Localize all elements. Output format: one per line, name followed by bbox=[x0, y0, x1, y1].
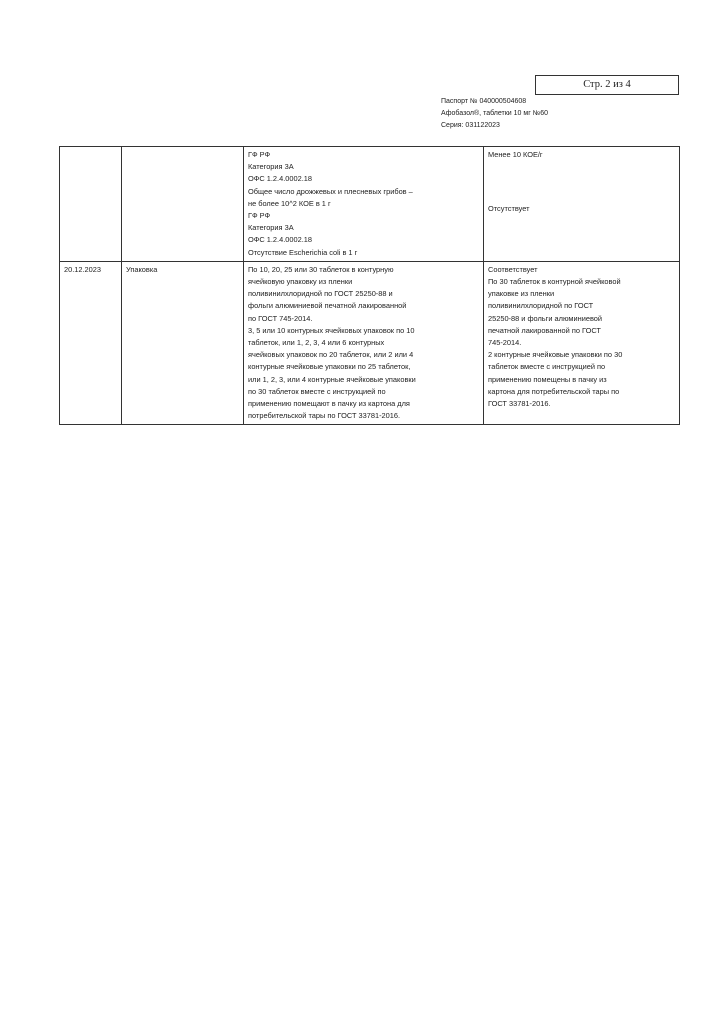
result-line: поливинилхлоридной по ГОСТ bbox=[488, 301, 594, 311]
requirement-cell bbox=[244, 261, 484, 425]
result-cell bbox=[484, 147, 680, 262]
requirement-line: ГФ РФ bbox=[248, 211, 271, 221]
specification-table bbox=[59, 146, 680, 425]
test-name-cell: Упаковка bbox=[122, 261, 244, 425]
result-line: таблеток вместе с инструкцией по bbox=[488, 362, 606, 372]
requirement-line: не более 10^2 КОЕ в 1 г bbox=[248, 198, 331, 208]
requirement-line: Категория 3А bbox=[248, 223, 294, 233]
result-line: 25250-88 и фольги алюминиевой bbox=[488, 313, 603, 323]
requirement-line: Общее число дрожжевых и плесневых грибов – bbox=[248, 186, 413, 196]
result-line: Отсутствует bbox=[488, 204, 530, 214]
requirement-cell bbox=[244, 147, 484, 262]
passport-number: Паспорт № 040000504608 bbox=[441, 98, 527, 105]
requirement-line: по ГОСТ 745-2014. bbox=[248, 313, 313, 323]
document-meta bbox=[441, 96, 548, 132]
result-line: применению помещены в пачку из bbox=[488, 374, 607, 384]
requirement-line: ячейковых упаковок по 20 таблеток, или 2 или 4 bbox=[248, 350, 414, 360]
date-cell: 20.12.2023 bbox=[60, 261, 122, 425]
product-name: Афобазол®, таблетки 10 мг №60 bbox=[441, 110, 548, 117]
requirement-line: по 30 таблеток вместе с инструкцией по bbox=[248, 386, 386, 396]
result-line: Менее 10 КОЕ/г bbox=[488, 150, 543, 159]
requirement-line: Категория 3А bbox=[248, 162, 294, 172]
requirement-line: Отсутствие Escherichia coli в 1 г bbox=[248, 247, 358, 257]
requirement-line: 3, 5 или 10 контурных ячейковых упаковок по 10 bbox=[248, 325, 415, 335]
requirement-line: потребительской тары по ГОСТ 33781-2016. bbox=[248, 411, 401, 421]
requirement-line: По 10, 20, 25 или 30 таблеток в контурную bbox=[248, 264, 394, 274]
test-name-cell bbox=[122, 147, 244, 262]
requirement-line: контурные ячейковые упаковки по 25 таблеток, bbox=[248, 362, 411, 372]
requirement-line: применению помещают в пачку из картона для bbox=[248, 399, 410, 409]
result-line: печатной лакированной по ГОСТ bbox=[488, 325, 601, 335]
requirement-line: ГФ РФ bbox=[248, 150, 271, 159]
requirement-line: или 1, 2, 3, или 4 контурные ячейковые упаковки bbox=[248, 374, 416, 384]
page-number: Стр. 2 из 4 bbox=[583, 79, 631, 90]
result-line: Соответствует bbox=[488, 264, 538, 274]
page-number-box bbox=[535, 75, 679, 95]
result-line: картона для потребительской тары по bbox=[488, 386, 620, 396]
requirement-line: ОФС 1.2.4.0002.18 bbox=[248, 235, 312, 245]
requirement-line: ячейковую упаковку из пленки bbox=[248, 277, 353, 287]
result-line: 745-2014. bbox=[488, 338, 522, 348]
requirement-line: фольги алюминиевой печатной лакированной bbox=[248, 301, 407, 311]
series-number: Серия: 031122023 bbox=[441, 122, 500, 129]
requirement-line: поливинилхлоридной по ГОСТ 25250-88 и bbox=[248, 289, 393, 299]
table-row bbox=[60, 147, 680, 262]
result-line: упаковке из пленки bbox=[488, 289, 555, 299]
requirement-line: таблеток, или 1, 2, 3, 4 или 6 контурных bbox=[248, 338, 385, 348]
table-row bbox=[60, 261, 680, 425]
date-cell bbox=[60, 147, 122, 262]
requirement-line: ОФС 1.2.4.0002.18 bbox=[248, 174, 312, 184]
result-line: 2 контурные ячейковые упаковки по 30 bbox=[488, 350, 623, 360]
result-line: По 30 таблеток в контурной ячейковой bbox=[488, 277, 621, 287]
result-line: ГОСТ 33781-2016. bbox=[488, 399, 551, 409]
result-cell bbox=[484, 261, 680, 425]
